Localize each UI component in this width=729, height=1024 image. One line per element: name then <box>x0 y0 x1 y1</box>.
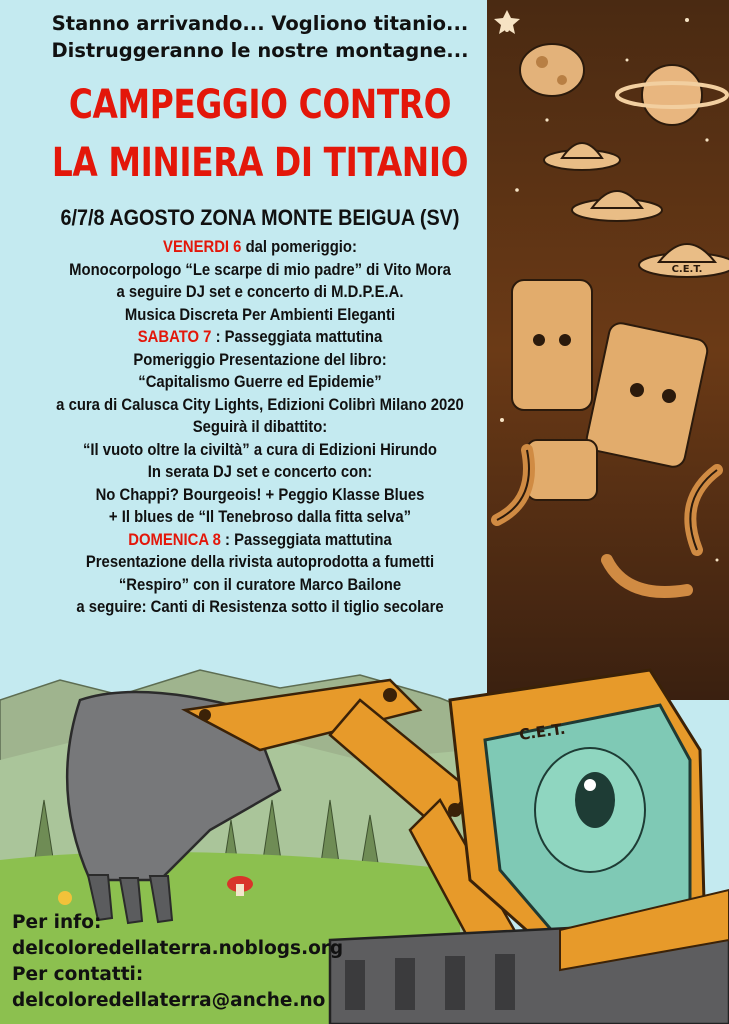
contact-email-link[interactable]: delcoloredellaterra@anche.no <box>12 990 326 1011</box>
info-label: Per info: <box>12 912 102 933</box>
space-illustration <box>487 0 729 700</box>
title-line-2: LA MINIERA DI TITANIO <box>51 140 469 186</box>
program-line: Musica Discreta Per Ambienti Eleganti <box>124 305 396 324</box>
program-line: No Chappi? Bourgeois! + Peggio Klasse Blues <box>95 485 425 504</box>
program-line: “Respiro” con il curatore Marco Bailone <box>118 575 402 594</box>
intro-line-1: Stanno arrivando... Vogliono titanio... <box>51 12 469 35</box>
program-line: a seguire: Canti di Resistenza sotto il tiglio secolare <box>76 598 444 616</box>
program-line: Monocorpologo “Le scarpe di mio padre” di Vito Mora <box>69 260 451 279</box>
program-line: Presentazione della rivista autoprodotta a fumetti <box>85 553 435 571</box>
saturday-time: : Passeggiata mattutina <box>211 328 383 346</box>
friday-time: dal pomeriggio: <box>241 238 357 256</box>
program-line: a cura di Calusca City Lights, Edizioni Colibrì Milano 2020 <box>56 395 464 414</box>
intro-line-2: Distruggeranno le nostre montagne... <box>51 39 469 62</box>
friday-label: VENERDI 6 <box>163 238 242 256</box>
dateline: 6/7/8 AGOSTO ZONA MONTE BEIGUA (SV) <box>60 205 460 230</box>
program-line: “Capitalismo Guerre ed Epidemie” <box>138 373 382 391</box>
program-line: Seguirà il dibattito: <box>192 418 328 436</box>
saturday-label: SABATO 7 <box>137 328 212 346</box>
title-line-1: CAMPEGGIO CONTRO <box>68 82 452 128</box>
event-program <box>0 236 520 619</box>
sunday-label: DOMENICA 8 <box>128 530 221 549</box>
contact-label: Per contatti: <box>12 964 144 985</box>
program-line: Pomeriggio Presentazione del libro: <box>133 350 387 369</box>
program-line-sunday <box>26 529 494 552</box>
sunday-time: : Passeggiata mattutina <box>220 530 392 549</box>
program-line: “Il vuoto oltre la civiltà” a cura di Edizioni Hirundo <box>83 440 437 459</box>
ufo-label: C.E.T. <box>671 264 703 275</box>
program-line: + Il blues de “Il Tenebroso dalla fitta selva” <box>108 508 412 526</box>
program-line: In serata DJ set e concerto con: <box>147 463 373 481</box>
excavator-cab-label: C.E.T. <box>518 719 567 744</box>
program-line-friday <box>26 236 494 259</box>
program-line: a seguire DJ set e concerto di M.D.P.E.A. <box>116 283 404 301</box>
intro-text <box>0 10 520 64</box>
contacts-block <box>12 910 392 1014</box>
program-line-saturday <box>26 326 494 349</box>
info-url-link[interactable]: delcoloredellaterra.noblogs.org <box>12 938 344 959</box>
